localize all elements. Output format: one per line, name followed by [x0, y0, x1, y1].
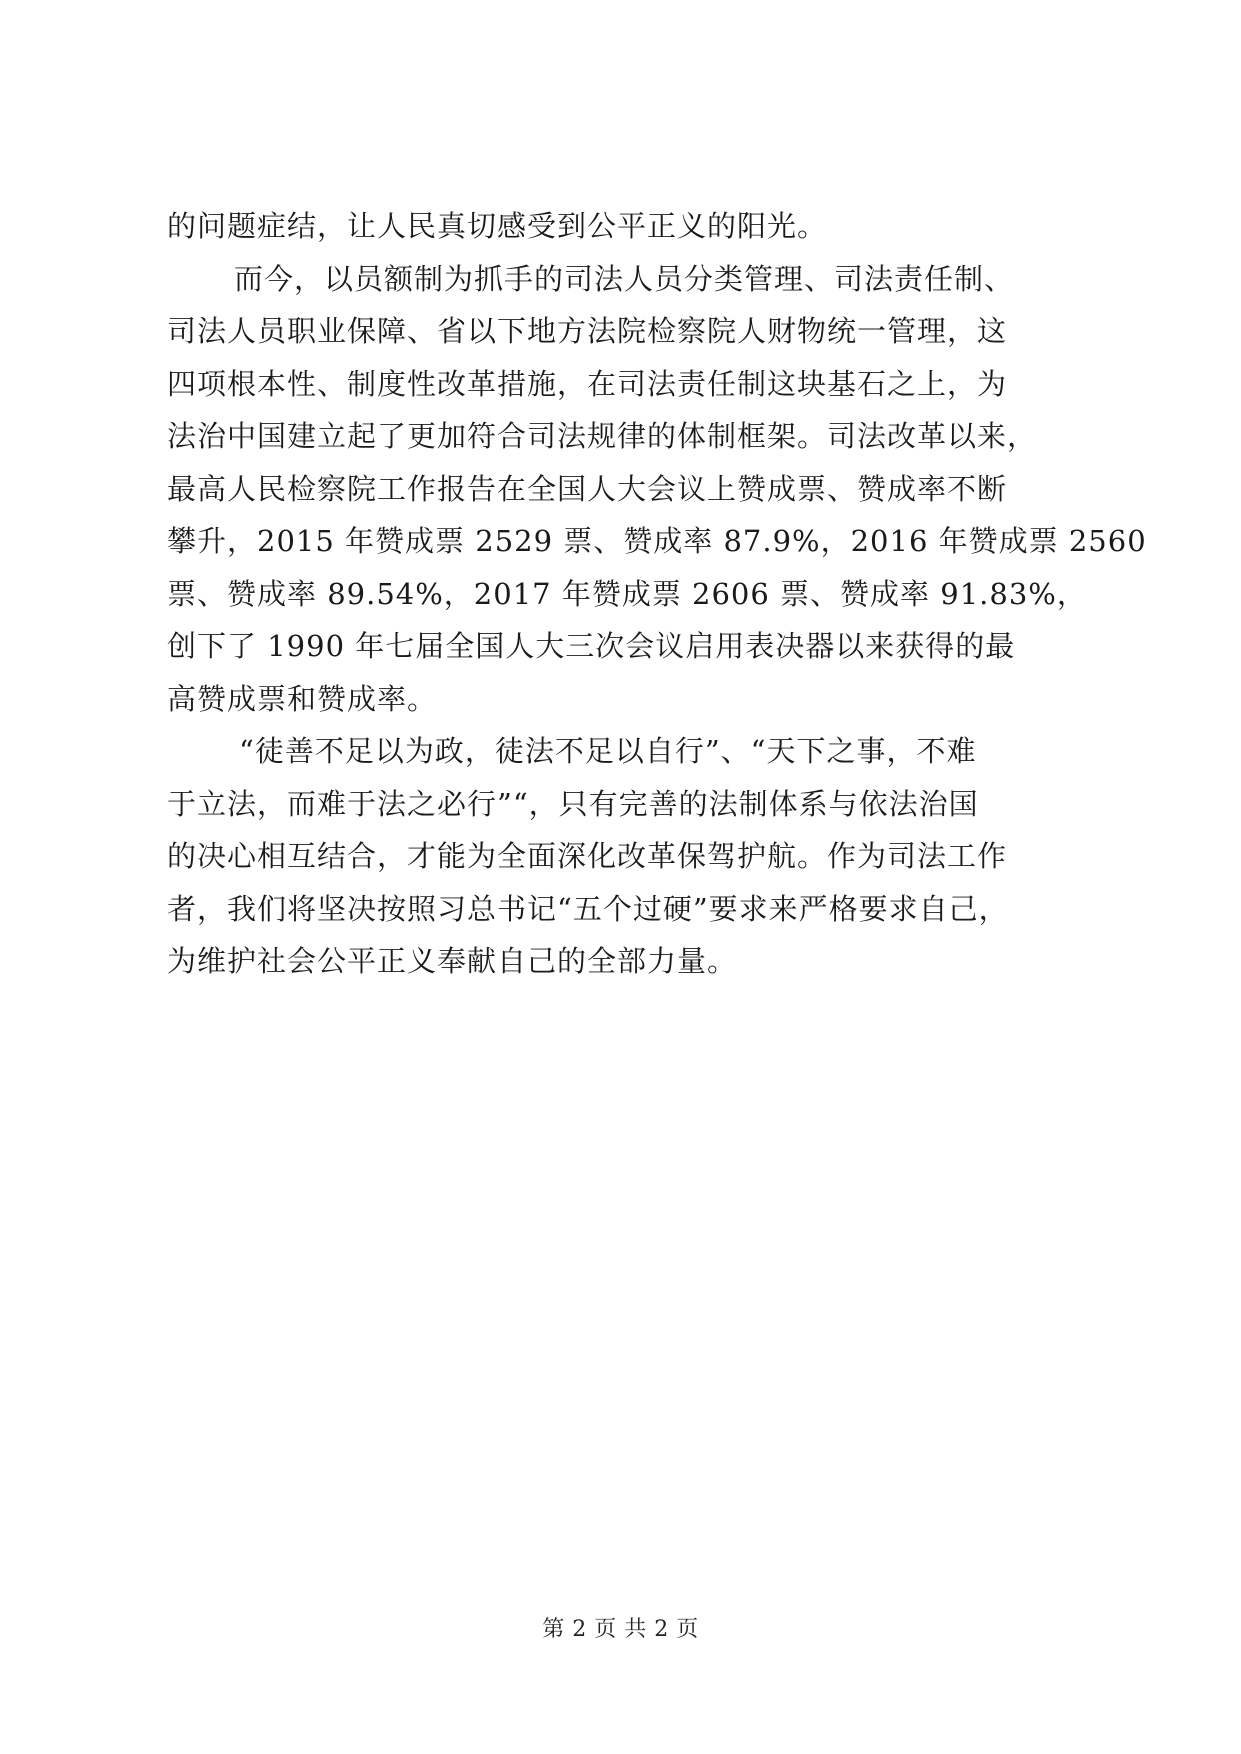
paragraph-3	[167, 725, 1097, 988]
text-line: 攀升，2015 年赞成票 2529 票、赞成率 87.9%，2016 年赞成票 2560	[167, 524, 1147, 558]
paragraph-1	[167, 200, 1097, 253]
text-line: “徒善不足以为政，徒法不足以自行”、“天下之事，不难	[239, 734, 977, 768]
text-line: 者，我们将坚决按照习总书记“五个过硬”要求来严格要求自己，	[167, 891, 1009, 926]
text-line: 法治中国建立起了更加符合司法规律的体制框架。司法改革以来，	[167, 419, 1038, 453]
text-line: 最高人民检察院工作报告在全国人大会议上赞成票、赞成率不断	[167, 471, 1008, 506]
page-number-footer: 第 2 页 共 2 页	[542, 1617, 699, 1642]
text-line: 司法人员职业保障、省以下地方法院检察院人财物统一管理，这	[167, 314, 1008, 348]
document-body	[167, 200, 1147, 988]
text-line: 高赞成票和赞成率。	[167, 681, 438, 716]
text-line: 而今，以员额制为抓手的司法人员分类管理、司法责任制、	[234, 261, 1015, 296]
text-line: 的决心相互结合，才能为全面深化改革保驾护航。作为司法工作	[167, 839, 1008, 873]
text-line: 的问题症结，让人民真切感受到公平正义的阳光。	[167, 209, 828, 243]
text-line: 于立法，而难于法之必行”“，只有完善的法制体系与依法治国	[167, 786, 979, 821]
text-line: 票、赞成率 89.54%，2017 年赞成票 2606 票、赞成率 91.83%，	[167, 576, 1087, 611]
text-line: 创下了 1990 年七届全国人大三次会议启用表决器以来获得的最	[167, 629, 1016, 663]
paragraph-2	[167, 253, 1147, 726]
text-line: 四项根本性、制度性改革措施，在司法责任制这块基石之上，为	[167, 366, 1008, 401]
text-line: 为维护社会公平正义奉献自己的全部力量。	[167, 944, 738, 978]
